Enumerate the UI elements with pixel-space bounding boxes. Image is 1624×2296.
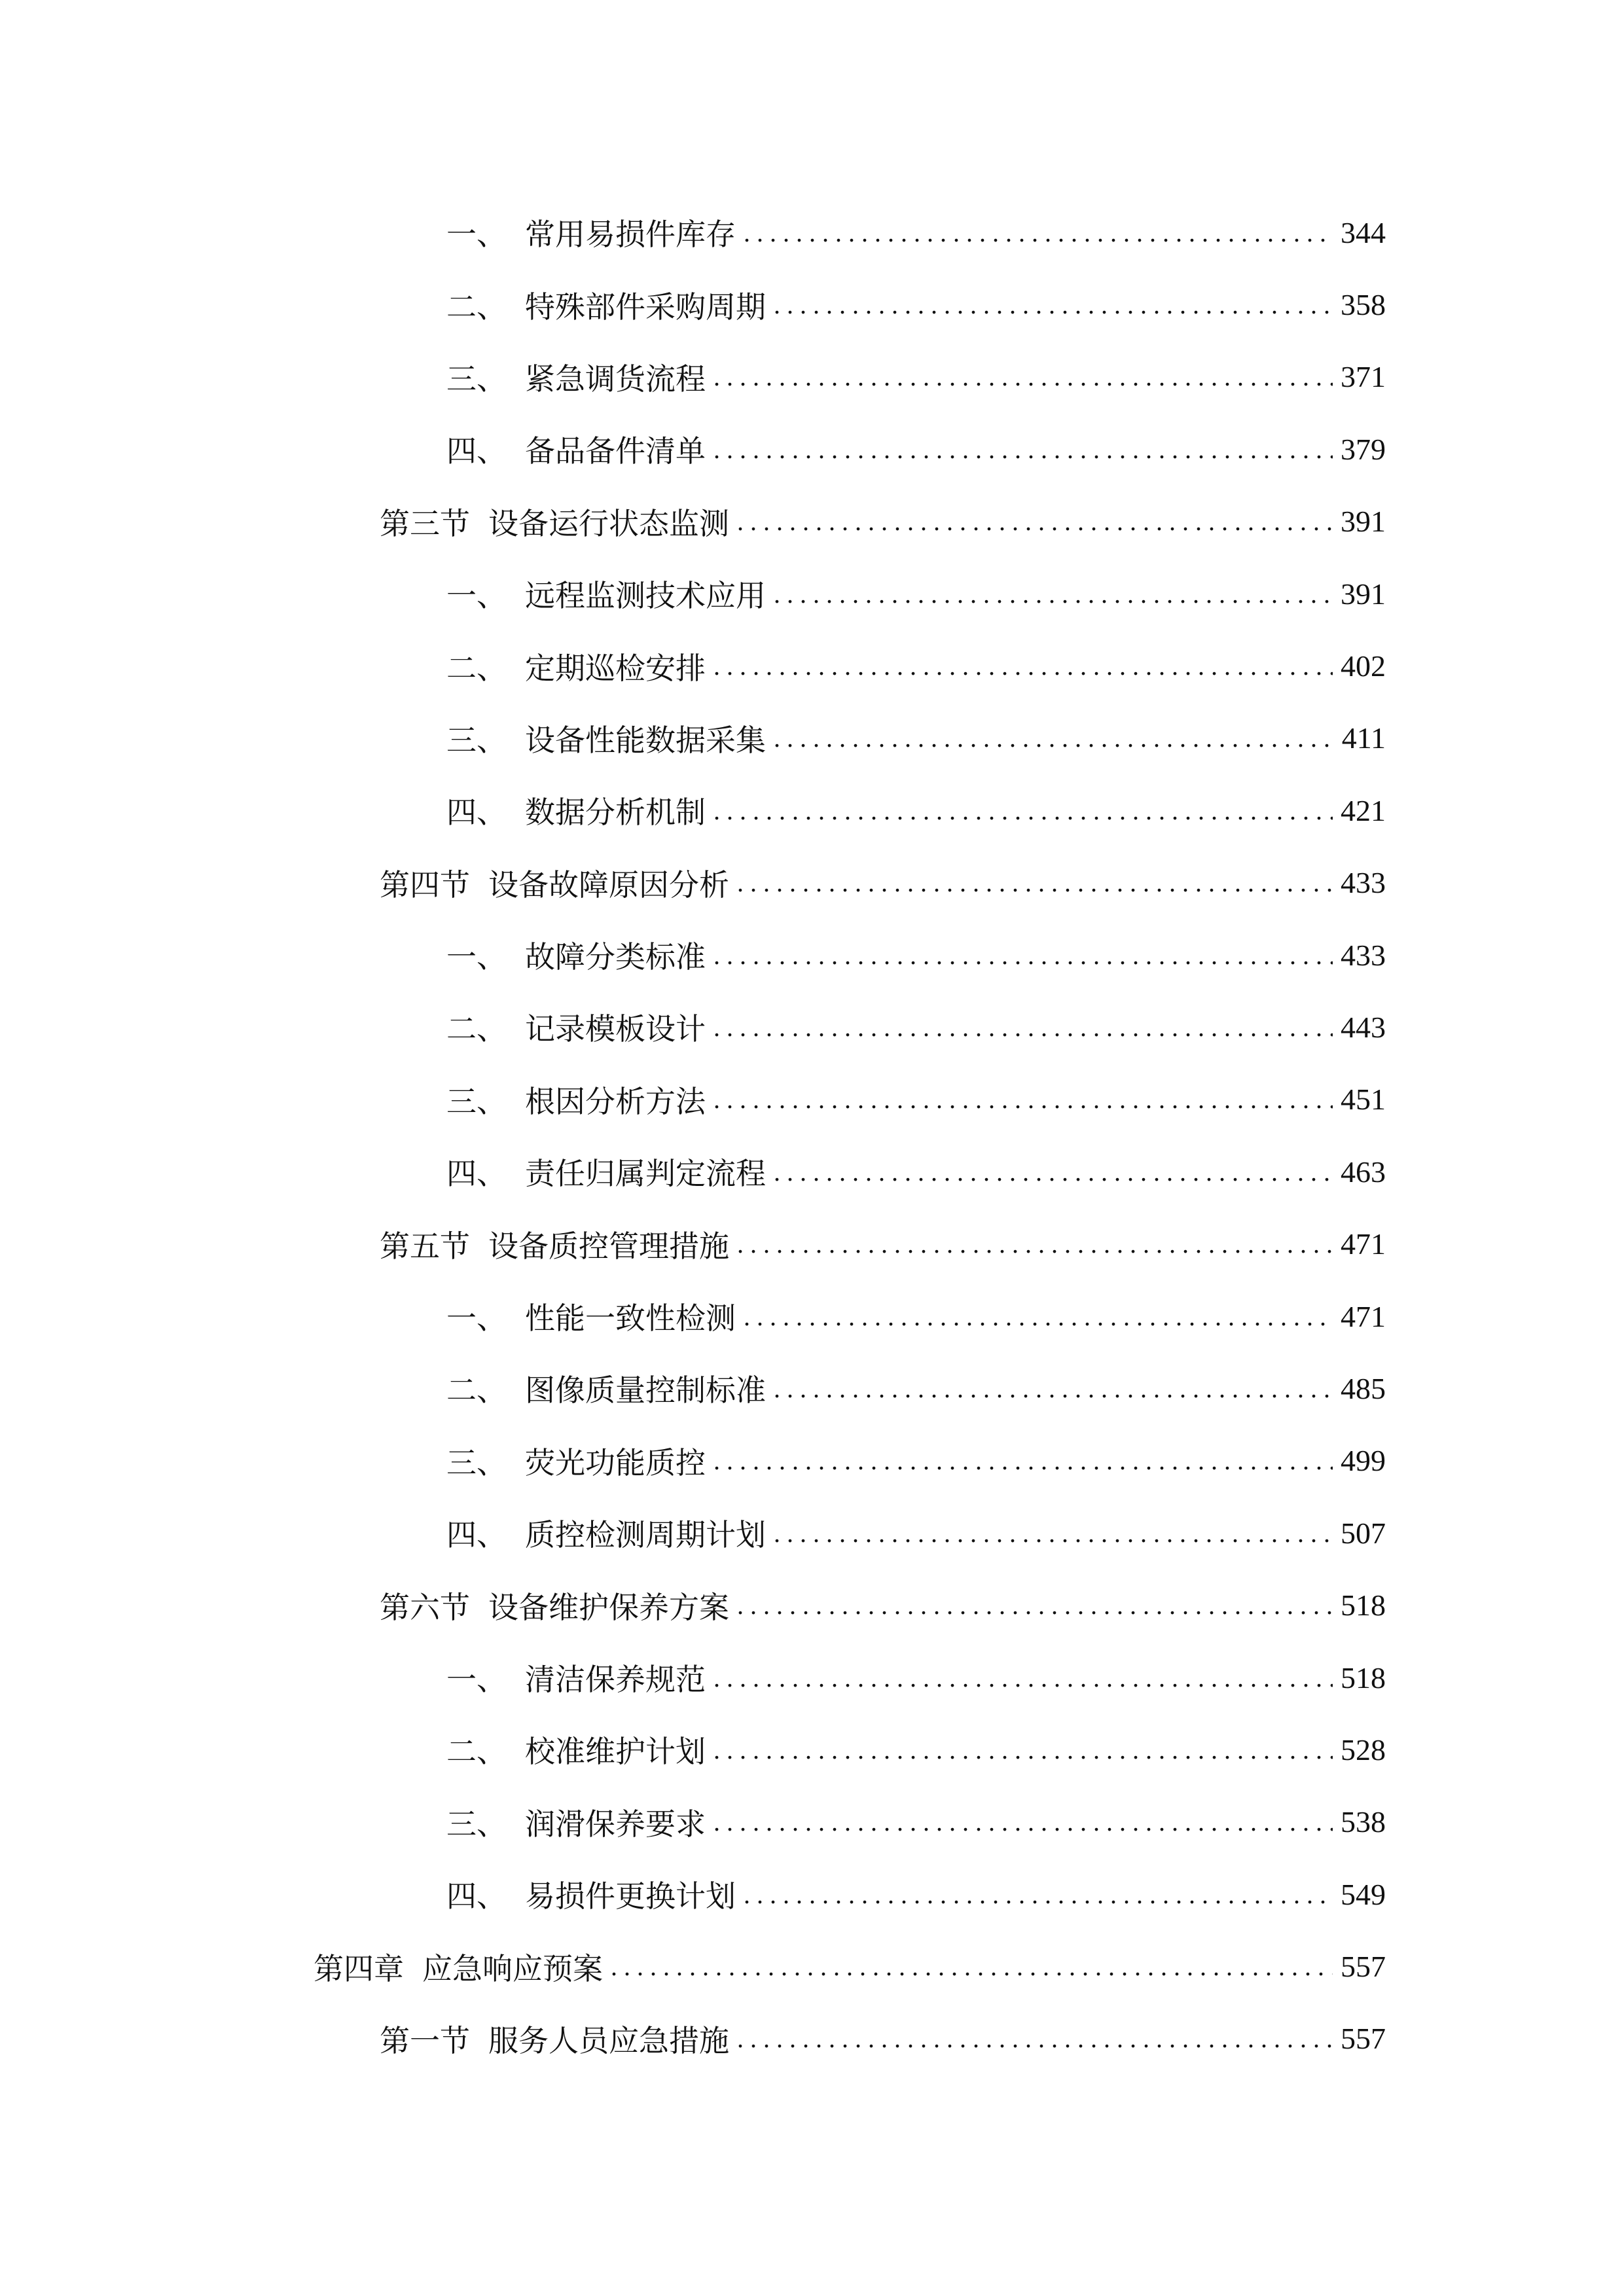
toc-entry-number: 二、 — [446, 1374, 507, 1408]
toc-entry[interactable] — [0, 1569, 1624, 1641]
toc-entry-page: 471 — [1341, 1227, 1386, 1261]
toc-entry-title: 应急响应预案 — [422, 1952, 603, 1986]
toc-entry-number: 第六节 — [380, 1590, 470, 1624]
toc-entry-number: 三、 — [446, 1446, 507, 1480]
toc-entry[interactable] — [0, 1786, 1624, 1858]
toc-entry-title: 特殊部件采购周期 — [525, 290, 766, 324]
toc-entry[interactable] — [0, 847, 1624, 919]
toc-leader-dots — [744, 1879, 1333, 1910]
toc-entry-title: 校准维护计划 — [525, 1735, 706, 1769]
toc-entry-number: 三、 — [446, 1085, 507, 1119]
toc-entry-number: 四、 — [446, 1880, 507, 1914]
toc-entry-page: 391 — [1341, 505, 1386, 539]
toc-leader-dots — [713, 1084, 1333, 1115]
toc-entry-number: 一、 — [446, 1663, 507, 1696]
toc-entry-title: 润滑保养要求 — [525, 1807, 706, 1841]
toc-entry-title: 定期巡检安排 — [525, 651, 706, 685]
toc-leader-dots — [713, 1012, 1333, 1043]
toc-entry-title: 设备质控管理措施 — [488, 1229, 729, 1263]
toc-entry-page: 557 — [1341, 1950, 1386, 1984]
toc-leader-dots — [713, 1445, 1333, 1476]
toc-entry-page: 499 — [1341, 1444, 1386, 1478]
toc-entry[interactable] — [0, 1713, 1624, 1785]
toc-entry-page: 518 — [1341, 1588, 1386, 1623]
toc-leader-dots — [737, 2023, 1333, 2054]
toc-leader-dots — [774, 289, 1333, 320]
toc-entry-title: 设备维护保养方案 — [488, 1590, 729, 1624]
toc-entry[interactable] — [0, 1858, 1624, 1930]
toc-entry[interactable] — [0, 558, 1624, 630]
table-of-contents — [0, 196, 1624, 2075]
toc-leader-dots — [713, 1806, 1333, 1837]
toc-entry-title: 图像质量控制标准 — [525, 1374, 766, 1408]
toc-entry-number: 三、 — [446, 1807, 507, 1841]
toc-entry[interactable] — [0, 1280, 1624, 1352]
toc-entry[interactable] — [0, 413, 1624, 485]
toc-entry-number: 第五节 — [380, 1229, 470, 1263]
toc-entry-number: 二、 — [446, 290, 507, 324]
toc-entry-number: 四、 — [446, 1518, 507, 1552]
toc-entry-page: 402 — [1341, 649, 1386, 683]
toc-entry-title: 清洁保养规范 — [525, 1663, 706, 1696]
toc-entry-title: 紧急调货流程 — [525, 362, 706, 396]
toc-entry[interactable] — [0, 774, 1624, 846]
toc-entry[interactable] — [0, 1425, 1624, 1497]
toc-entry-number: 四、 — [446, 1157, 507, 1191]
toc-entry-page: 549 — [1341, 1877, 1386, 1911]
toc-entry[interactable] — [0, 1497, 1624, 1569]
toc-entry[interactable] — [0, 1352, 1624, 1424]
toc-leader-dots — [713, 361, 1333, 392]
toc-entry-title: 故障分类标准 — [525, 941, 706, 975]
toc-entry-title: 质控检测周期计划 — [525, 1518, 766, 1552]
toc-entry[interactable] — [0, 1641, 1624, 1713]
toc-entry-number: 一、 — [446, 1302, 507, 1336]
toc-leader-dots — [774, 723, 1334, 753]
toc-entry[interactable] — [0, 341, 1624, 413]
toc-entry-page: 433 — [1341, 938, 1386, 972]
toc-entry-page: 485 — [1341, 1371, 1386, 1405]
toc-entry-number: 四、 — [446, 435, 507, 469]
toc-entry[interactable] — [0, 196, 1624, 268]
toc-entry-number: 二、 — [446, 1013, 507, 1047]
toc-entry-page: 421 — [1341, 793, 1386, 827]
toc-entry-page: 528 — [1341, 1732, 1386, 1767]
toc-entry-number: 二、 — [446, 1735, 507, 1769]
toc-entry-number: 一、 — [446, 579, 507, 613]
toc-leader-dots — [774, 1518, 1333, 1549]
toc-entry-number: 第四节 — [380, 868, 470, 902]
toc-entry-title: 根因分析方法 — [525, 1085, 706, 1119]
toc-entry-number: 四、 — [446, 796, 507, 830]
toc-entry-page: 358 — [1341, 288, 1386, 322]
toc-entry-page: 379 — [1341, 432, 1386, 466]
toc-entry-number: 二、 — [446, 651, 507, 685]
toc-leader-dots — [713, 434, 1333, 465]
toc-entry-number: 第三节 — [380, 507, 470, 541]
toc-leader-dots — [713, 651, 1333, 681]
toc-entry-title: 设备运行状态监测 — [488, 507, 729, 541]
toc-entry[interactable] — [0, 630, 1624, 702]
toc-entry[interactable] — [0, 486, 1624, 558]
toc-entry[interactable] — [0, 1064, 1624, 1136]
toc-entry-title: 设备性能数据采集 — [525, 723, 766, 757]
toc-entry-title: 常用易损件库存 — [525, 218, 736, 252]
toc-entry-number: 一、 — [446, 218, 507, 252]
toc-leader-dots — [611, 1951, 1333, 1982]
toc-entry-page: 518 — [1341, 1660, 1386, 1695]
toc-entry-page: 391 — [1341, 577, 1386, 611]
toc-entry[interactable] — [0, 2003, 1624, 2075]
toc-entry-page: 538 — [1341, 1805, 1386, 1839]
toc-entry-title: 设备故障原因分析 — [488, 868, 729, 902]
toc-entry-title: 数据分析机制 — [525, 796, 706, 830]
toc-leader-dots — [713, 1734, 1333, 1765]
toc-entry-title: 远程监测技术应用 — [525, 579, 766, 613]
toc-leader-dots — [713, 795, 1333, 826]
toc-entry[interactable] — [0, 919, 1624, 991]
toc-leader-dots — [713, 940, 1333, 971]
toc-leader-dots — [737, 1590, 1333, 1621]
toc-entry-page: 443 — [1341, 1010, 1386, 1044]
toc-entry[interactable] — [0, 1208, 1624, 1280]
toc-entry-number: 第一节 — [380, 2024, 470, 2058]
toc-entry-title: 责任归属判定流程 — [525, 1157, 766, 1191]
toc-leader-dots — [774, 579, 1333, 609]
toc-entry-title: 记录模板设计 — [525, 1013, 706, 1047]
toc-leader-dots — [774, 1373, 1333, 1404]
toc-entry-title: 备品备件清单 — [525, 435, 706, 469]
toc-entry-page: 344 — [1341, 215, 1386, 249]
toc-leader-dots — [744, 1301, 1333, 1332]
toc-entry-title: 服务人员应急措施 — [488, 2024, 729, 2058]
toc-entry-number: 三、 — [446, 362, 507, 396]
toc-entry[interactable] — [0, 702, 1624, 774]
toc-entry-page: 411 — [1341, 721, 1386, 755]
toc-leader-dots — [744, 217, 1333, 248]
toc-entry-number: 一、 — [446, 941, 507, 975]
toc-entry-page: 471 — [1341, 1299, 1386, 1333]
toc-leader-dots — [737, 506, 1333, 537]
toc-entry[interactable] — [0, 1136, 1624, 1208]
toc-leader-dots — [737, 1229, 1333, 1259]
toc-entry-page: 371 — [1341, 360, 1386, 394]
toc-entry-title: 性能一致性检测 — [525, 1302, 736, 1336]
toc-entry-page: 451 — [1341, 1083, 1386, 1117]
toc-leader-dots — [737, 867, 1333, 898]
toc-entry-page: 507 — [1341, 1516, 1386, 1550]
toc-entry[interactable] — [0, 1930, 1624, 2002]
toc-entry-page: 433 — [1341, 866, 1386, 900]
toc-leader-dots — [774, 1157, 1333, 1187]
toc-entry-title: 荧光功能质控 — [525, 1446, 706, 1480]
toc-entry-page: 557 — [1341, 2022, 1386, 2056]
toc-entry-number: 三、 — [446, 723, 507, 757]
toc-entry[interactable] — [0, 268, 1624, 340]
toc-entry[interactable] — [0, 991, 1624, 1063]
toc-entry-title: 易损件更换计划 — [525, 1880, 736, 1914]
toc-leader-dots — [713, 1662, 1333, 1693]
toc-entry-page: 463 — [1341, 1155, 1386, 1189]
toc-entry-number: 第四章 — [314, 1952, 404, 1986]
